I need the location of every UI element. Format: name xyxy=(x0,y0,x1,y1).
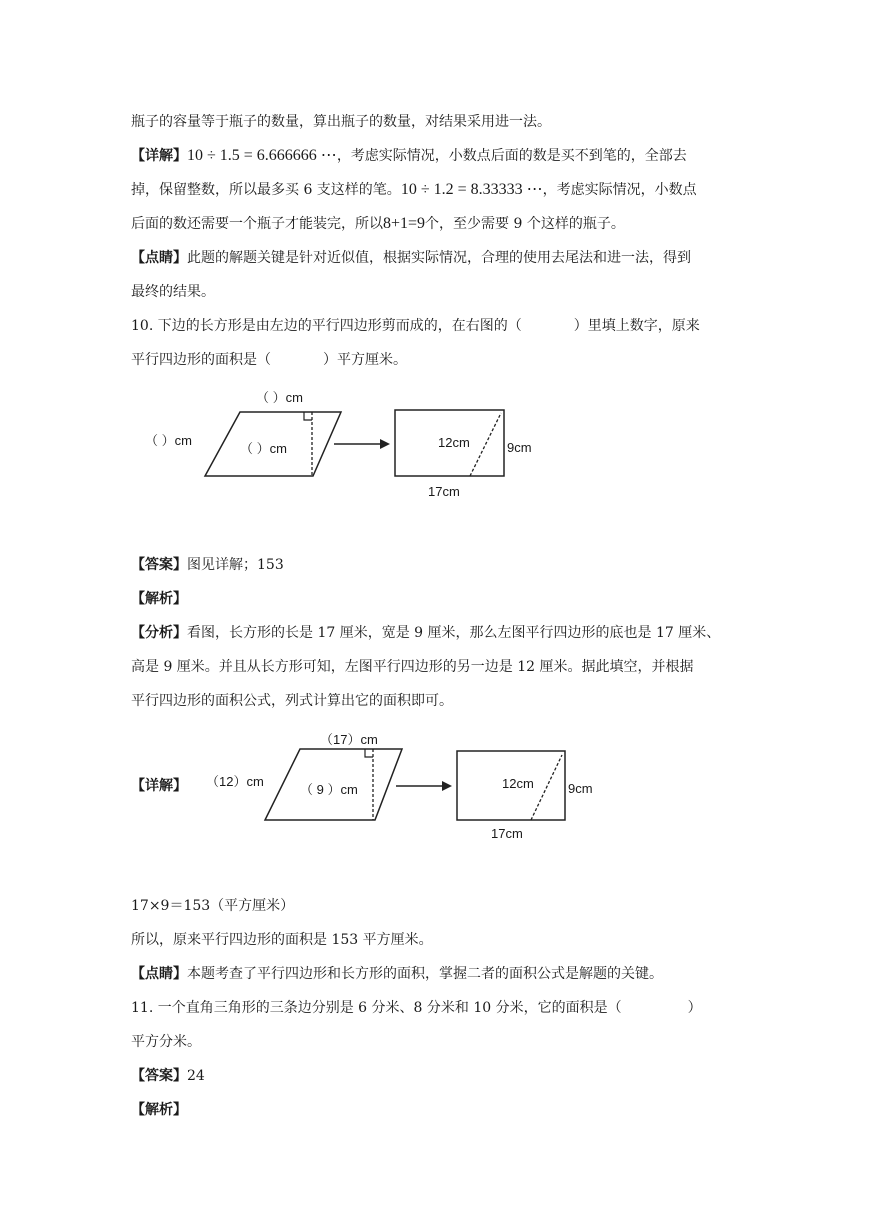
left-label: （12）cm xyxy=(206,774,264,789)
dianjing-text: 本题考查了平行四边形和长方形的面积，掌握二者的面积公式是解题的关键。 xyxy=(187,966,663,982)
detail-line-2 xyxy=(131,180,697,200)
dianjing-text: 最终的结果。 xyxy=(131,284,215,300)
answer-text: 图见详解；153 xyxy=(187,557,284,573)
length-label: 17cm xyxy=(491,826,523,841)
answer-label: 【答案】 xyxy=(131,557,187,573)
calculation-text: 17×9＝153（平方厘米） xyxy=(131,898,295,914)
calculation-line xyxy=(131,896,294,916)
paragraph-text: 瓶子的容量等于瓶子的数量，算出瓶子的数量，对结果采用进一法。 xyxy=(131,114,551,130)
right-angle-mark xyxy=(304,412,312,420)
math-expression: 8+1=9 xyxy=(383,215,426,232)
width-label: 9cm xyxy=(568,781,593,796)
fenxi-label: 【分析】 xyxy=(131,625,187,641)
question-11-line-2 xyxy=(131,1032,201,1052)
detail-text: ，考虑实际情况，小数点 xyxy=(542,182,697,198)
diagonal-label: 12cm xyxy=(502,776,534,791)
dianjing-line-1 xyxy=(131,248,691,268)
conclusion-line xyxy=(131,930,433,950)
left-label: （ ）cm xyxy=(145,433,192,448)
jiexi-label: 【解析】 xyxy=(131,591,187,607)
jiexi-11-line xyxy=(131,1100,187,1120)
detail-text: 个，至少需要 9 个这样的瓶子。 xyxy=(425,216,625,232)
cut-dashed-line xyxy=(470,413,501,476)
question-10-line-1 xyxy=(131,316,700,336)
answered-figure xyxy=(200,727,620,847)
fenxi-text: 平行四边形的面积公式，列式计算出它的面积即可。 xyxy=(131,693,453,709)
height-label: （ 9 ）cm xyxy=(300,782,358,797)
fenxi-line-1 xyxy=(131,623,720,643)
question-text: ）平方厘米。 xyxy=(323,352,407,368)
math-expression: 10 ÷ 1.2 = 8.33333 ⋯ xyxy=(400,181,543,198)
text-line xyxy=(131,112,551,132)
question-10-line-2 xyxy=(131,350,407,370)
top-label: （ ）cm xyxy=(256,390,303,405)
answer-text: 24 xyxy=(187,1068,205,1084)
detail-label: 【详解】 xyxy=(131,148,187,164)
question-text: 10. 下边的长方形是由左边的平行四边形剪而成的，在右图的（ xyxy=(131,318,522,334)
cut-dashed-line xyxy=(531,755,562,820)
arrow-head xyxy=(442,781,452,791)
detail-text: 掉，保留整数，所以最多买 6 支这样的笔。 xyxy=(131,182,401,198)
answer-10-line xyxy=(131,555,284,575)
question-text: 平行四边形的面积是（ xyxy=(131,352,271,368)
top-label: （17）cm xyxy=(320,732,378,747)
answer-11-line xyxy=(131,1066,205,1086)
fenxi-text: 高是 9 厘米。并且从长方形可知，左图平行四边形的另一边是 12 厘米。据此填空，并根据 xyxy=(131,659,694,675)
question-text: ）里填上数字，原来 xyxy=(573,318,700,334)
dianjing-label: 【点睛】 xyxy=(131,250,187,266)
fenxi-text: 看图，长方形的长是 17 厘米，宽是 9 厘米，那么左图平行四边形的底也是 17 厘米、 xyxy=(187,625,721,641)
detail-text: 后面的数还需要一个瓶子才能装完，所以 xyxy=(131,216,383,232)
question-text: ） xyxy=(687,1000,702,1016)
dianjing-2-line xyxy=(131,964,663,984)
fenxi-line-2 xyxy=(131,657,694,677)
jiexi-label: 【解析】 xyxy=(131,1102,187,1118)
dianjing-text: 此题的解题关键是针对近似值，根据实际情况，合理的使用去尾法和进一法，得到 xyxy=(187,250,691,266)
length-label: 17cm xyxy=(428,484,460,499)
question-11-line-1 xyxy=(131,998,702,1018)
question-text: 11. 一个直角三角形的三条边分别是 6 分米、8 分米和 10 分米，它的面积是（ xyxy=(131,1000,622,1016)
detail-line-1 xyxy=(131,146,687,166)
dianjing-label: 【点睛】 xyxy=(131,966,187,982)
width-label: 9cm xyxy=(507,440,532,455)
question-text: 平方分米。 xyxy=(131,1034,201,1050)
jiexi-line xyxy=(131,589,187,609)
right-angle-mark xyxy=(365,749,373,757)
detail-figure-label-line xyxy=(131,776,187,796)
fenxi-line-3 xyxy=(131,691,453,711)
height-label: （ ）cm xyxy=(240,441,287,456)
answer-label: 【答案】 xyxy=(131,1068,187,1084)
detail-line-3 xyxy=(131,214,625,234)
detail-label: 【详解】 xyxy=(131,778,187,794)
diagonal-label: 12cm xyxy=(438,435,470,450)
arrow-head xyxy=(380,439,390,449)
detail-text: ，考虑实际情况，小数点后面的数是买不到笔的，全部去 xyxy=(336,148,687,164)
conclusion-text: 所以，原来平行四边形的面积是 153 平方厘米。 xyxy=(131,932,433,948)
parallelogram-rectangle-figure xyxy=(140,385,560,505)
math-expression: 10 ÷ 1.5 = 6.666666 ⋯ xyxy=(187,147,337,164)
dianjing-line-2 xyxy=(131,282,215,302)
